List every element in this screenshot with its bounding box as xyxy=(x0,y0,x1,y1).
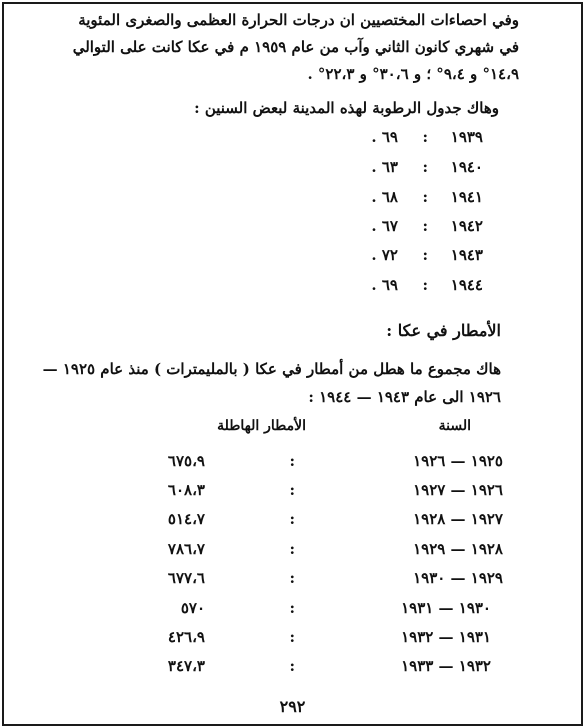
rain-amount: ٦٧٧،٦ xyxy=(167,569,205,587)
rain-period: ١٩٣١ — ١٩٣٢ xyxy=(401,628,491,646)
rain-row xyxy=(83,452,503,472)
humidity-intro: وهاك جدول الرطوبة لهذه المدينة لبعض السنين : xyxy=(194,99,499,117)
humidity-value: ٧٢ . xyxy=(371,246,398,264)
humidity-year: ١٩٤٢ xyxy=(450,217,483,235)
humidity-value: ٦٧ . xyxy=(371,217,398,235)
rain-period: ١٩٣٢ — ١٩٣٣ xyxy=(401,657,491,675)
rain-period: ١٩٢٨ — ١٩٢٩ xyxy=(413,540,503,558)
rain-period: ١٩٢٩ — ١٩٣٠ xyxy=(413,569,503,587)
rain-amount: ٦٧٥،٩ xyxy=(167,452,205,470)
humidity-value: ٦٣ . xyxy=(371,158,398,176)
column-header-year: السنة xyxy=(438,418,471,434)
rain-row xyxy=(83,540,503,560)
rain-amount: ٥٧٠ xyxy=(180,599,205,617)
rain-intro-line-2: ١٩٢٦ الى عام ١٩٤٣ — ١٩٤٤ : xyxy=(308,388,501,406)
rain-separator: : xyxy=(289,569,295,587)
rain-intro-line-1: هاك مجموع ما هطل من أمطار في عكا ( بالمليمترات ) منذ عام ١٩٢٥ — xyxy=(42,360,501,378)
humidity-row xyxy=(333,158,483,178)
rain-heading: الأمطار في عكا : xyxy=(386,321,501,340)
humidity-separator: : xyxy=(422,246,428,264)
document-page xyxy=(4,4,581,724)
humidity-separator: : xyxy=(422,217,428,235)
rain-row xyxy=(83,510,503,530)
rain-row xyxy=(83,657,491,677)
page-frame xyxy=(2,2,583,726)
humidity-year: ١٩٤٤ xyxy=(450,276,483,294)
rain-row xyxy=(83,569,503,589)
humidity-year: ١٩٤١ xyxy=(450,188,483,206)
humidity-row xyxy=(333,217,483,237)
humidity-year: ١٩٤٠ xyxy=(450,158,483,176)
rain-row xyxy=(83,628,491,648)
humidity-value: ٦٩ . xyxy=(371,276,398,294)
humidity-row xyxy=(333,188,483,208)
intro-line-2: في شهري كانون الثاني وآب من عام ١٩٥٩ م في عكا كانت على التوالي xyxy=(72,38,519,56)
humidity-separator: : xyxy=(422,158,428,176)
rain-separator: : xyxy=(289,540,295,558)
intro-line-3: ١٤،٩° و ٩،٤° ؛ و ٣٠،٦° و ٢٢،٣° . xyxy=(307,65,519,83)
rain-separator: : xyxy=(289,481,295,499)
rain-separator: : xyxy=(289,510,295,528)
humidity-row xyxy=(333,246,483,266)
humidity-separator: : xyxy=(422,128,428,146)
intro-line-1: وفي احصاءات المختصيين ان درجات الحرارة العظمى والصغرى المئوية xyxy=(78,11,519,29)
rain-amount: ٦٠٨،٣ xyxy=(167,481,205,499)
humidity-value: ٦٨ . xyxy=(371,188,398,206)
rain-amount: ٣٤٧،٣ xyxy=(167,657,205,675)
rain-separator: : xyxy=(289,628,295,646)
rain-period: ١٩٢٥ — ١٩٢٦ xyxy=(413,452,503,470)
column-header-amount: الأمطار الهاطلة xyxy=(217,418,306,434)
rain-separator: : xyxy=(289,599,295,617)
rain-separator: : xyxy=(289,452,295,470)
humidity-year: ١٩٣٩ xyxy=(450,128,483,146)
humidity-separator: : xyxy=(422,188,428,206)
rain-separator: : xyxy=(289,657,295,675)
rain-amount: ٥١٤،٧ xyxy=(167,510,205,528)
rain-amount: ٧٨٦،٧ xyxy=(167,540,205,558)
rain-period: ١٩٣٠ — ١٩٣١ xyxy=(401,599,491,617)
rain-row xyxy=(83,599,491,619)
rain-amount: ٤٢٦،٩ xyxy=(167,628,205,646)
humidity-row xyxy=(333,128,483,148)
humidity-value: ٦٩ . xyxy=(371,128,398,146)
rain-period: ١٩٢٧ — ١٩٢٨ xyxy=(413,510,503,528)
humidity-row xyxy=(333,276,483,296)
humidity-year: ١٩٤٣ xyxy=(450,246,483,264)
humidity-separator: : xyxy=(422,276,428,294)
rain-row xyxy=(83,481,503,501)
rain-period: ١٩٢٦ — ١٩٢٧ xyxy=(413,481,503,499)
page-number: ٢٩٢ xyxy=(279,697,306,716)
